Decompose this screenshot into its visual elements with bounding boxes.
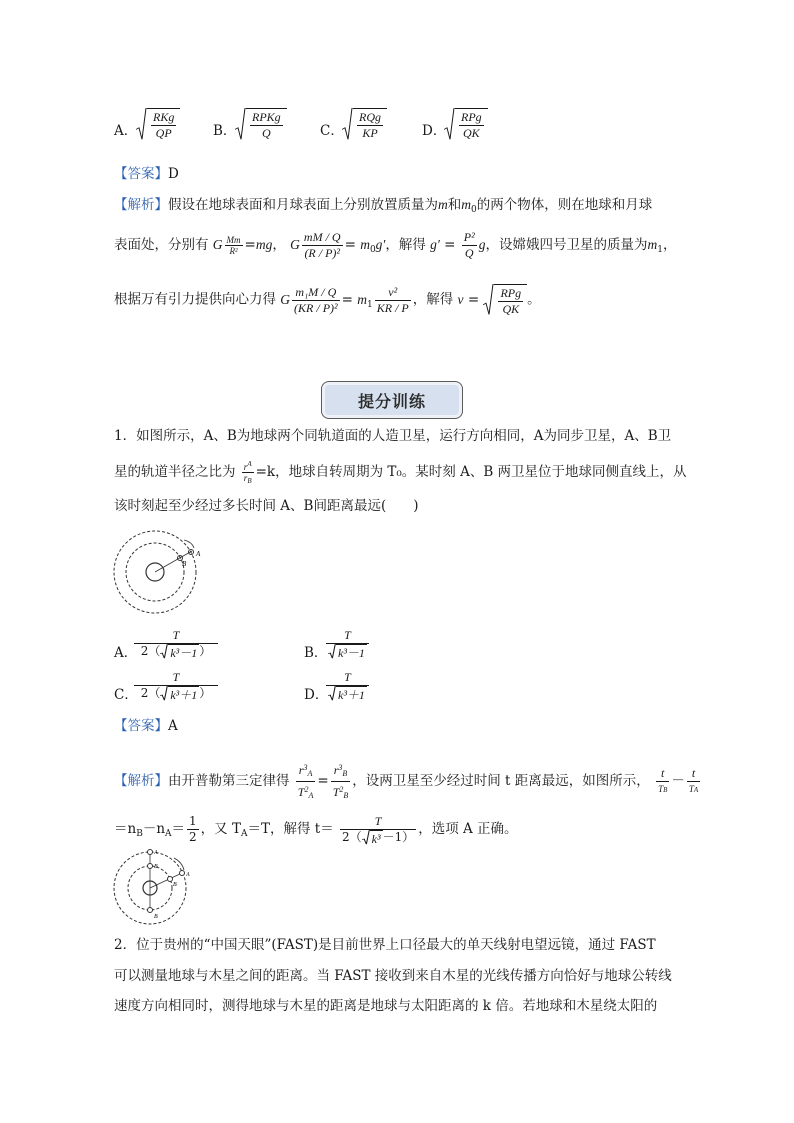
label-b: B	[182, 560, 187, 568]
label-b-bottom: B	[154, 914, 158, 920]
formula-centripetal: G $\frac{\text{m₁M / Q}}{\text{(KR / P)²}}$ = $m_1$ $\frac{\text{v²}}{KR / P}$	[280, 284, 409, 315]
formula-v: v = $\frac{\text{RPg}}{QK}$	[458, 292, 528, 308]
t-result-frac: T 2（ k³ －1）	[342, 814, 415, 846]
q1-line3: 该时刻起至少经过多长时间 A、B间距离最远( )	[114, 498, 419, 514]
satellite-a-top	[148, 850, 153, 855]
answer-tag: 【答案】	[114, 166, 168, 182]
q1-answer-value: A	[168, 718, 178, 734]
line-earth-satellites	[155, 551, 192, 572]
analysis-tag: 【解析】	[114, 197, 168, 213]
label-b-top: B	[154, 864, 158, 870]
prev-analysis-line3: 根据万有引力提供向心力得 G $\frac{\text{m₁M / Q}}{\text{(KR / P)²}}$ = $m_1$ $\frac{\text{v²}}{KR / P}$ ，解得 v = $\frac{\text{RPg}}{QK}$ 。	[114, 284, 541, 316]
kepler-formula: $\frac{r^3A}{T^2A}$ = $\frac{r^3B}{T^2B}$	[294, 773, 352, 789]
half-frac: $\frac{1}{2}$	[189, 814, 197, 844]
satellite-b-bottom	[148, 908, 153, 913]
answer-value: D	[168, 166, 179, 182]
prev-analysis-line1: 【解析】假设在地球表面和月球表面上分别放置质量为m和$m_0$的两个物体，则在地球和月球	[114, 197, 653, 215]
q1-analysis-line2: $=n_B-n_A=$ $\frac{1}{2}$ ，又 $T_A=T$，解得 t＝ T 2（ k³ －1） ，选项 A 正确。	[114, 814, 518, 846]
label-b-diag: B	[173, 882, 177, 888]
formula-gprime: g′ = $\frac{\text{P²}}{Q}$ g	[430, 230, 486, 260]
q2-line3: 速度方向相同时，测得地球与木星的距离是地球与太阳距离的 k 倍。若地球和木星绕太阳的	[114, 998, 658, 1014]
label-a: A	[196, 550, 201, 558]
formula-earth: G $\frac{Mm}{\text{R²}}$ =mg，	[212, 235, 286, 256]
q2-line2: 可以测量地球与木星之间的距离。当 FAST 接收到来自木星的光线传播方向恰好与地球公转线	[114, 968, 672, 984]
q1-analysis-line1: 【解析】由开普勒第三定律得 $\frac{r^3A}{T^2A}$ = $\frac{r^3B}{T^2B}$ ，设两卫星至少经过时间 t 距离最远，如图所示， $\frac{t}{TB}$ － $\frac{t}{TA}$	[114, 760, 702, 803]
sqrt-a: $\frac{\text{RKg}}{QP}$	[136, 108, 180, 141]
q2-line1: 2．位于贵州的“中国天眼”(FAST)是目前世界上口径最大的单天线射电望远镜，通过 FAST	[114, 937, 656, 953]
sqrt-d: $\frac{\text{RPg}}{QK}$	[444, 108, 488, 141]
satellite-b-top	[148, 864, 153, 869]
q1-line2: 星的轨道半径之比为 $\frac{r^A}{r_B}$ =k，地球自转周期为 T₀。某时刻 A、B 两卫星位于地球同侧直线上，从	[114, 460, 687, 485]
sqrt-c: $\frac{\text{RQg}}{KP}$	[342, 108, 387, 141]
satellite-a-diag	[180, 871, 185, 876]
t-over-tb-minus-t-over-ta: $\frac{t}{TB}$ － $\frac{t}{TA}$	[654, 773, 702, 789]
q1-orbit-figure	[112, 528, 208, 618]
q1-line1: 1．如图所示，A、B为地球两个同轨道面的人造卫星，运行方向相同，A为同步卫星，A、B卫	[114, 428, 672, 444]
q1-answer	[114, 717, 178, 735]
label-a-top: A	[154, 850, 158, 856]
sqrt-b: $\frac{\text{RPKg}}{Q}$	[235, 108, 287, 141]
section-banner: 提分训练	[321, 381, 463, 419]
diagonal-line	[150, 873, 182, 888]
label-a-diag: A	[186, 872, 190, 878]
formula-moon: G $\frac{mM / Q}{\text{(R / P)²}}$ = $m_0g'$	[290, 230, 386, 260]
q1-analysis-figure	[112, 846, 194, 926]
direction-arrow	[174, 858, 184, 870]
satellite-b-diag	[168, 877, 173, 882]
prev-analysis-line2: 表面处，分别有 G $\frac{Mm}{\text{R²}}$ =mg， G $\frac{mM / Q}{\text{(R / P)²}}$ = $m_0g'$，解得 g′ = $\frac{\text{P²}}{Q}$ g，设嫦娥四号卫星的质量为$m_1$，	[114, 230, 677, 260]
q1-analysis-tag: 【解析】	[114, 773, 168, 789]
prev-answer	[114, 165, 179, 183]
q1-answer-tag: 【答案】	[114, 718, 168, 734]
radius-ratio-frac: $\frac{r^A}{r_B}$	[243, 460, 252, 485]
